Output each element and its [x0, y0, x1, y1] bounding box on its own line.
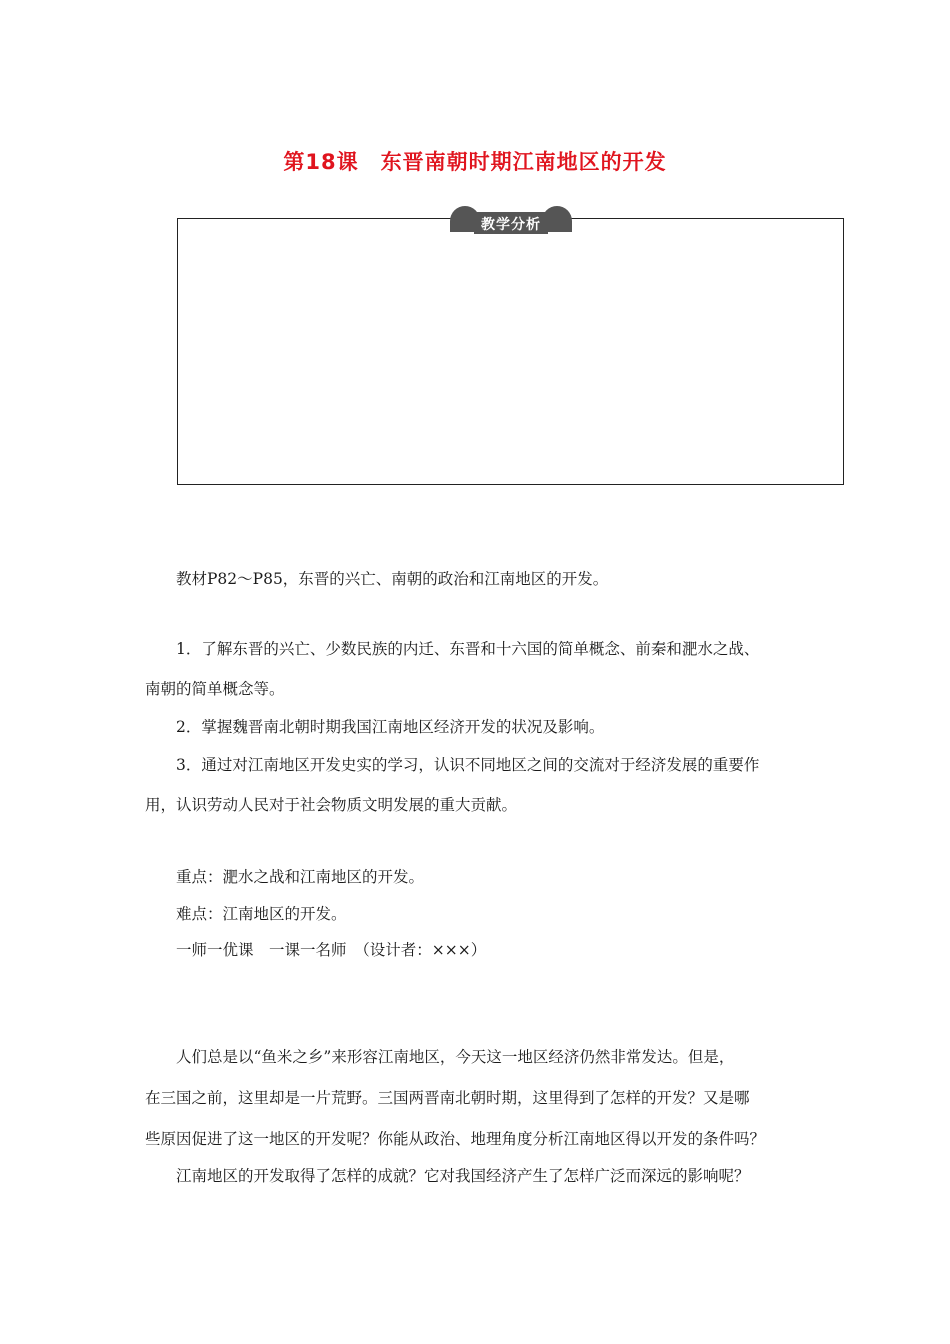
teaching-analysis-box [177, 218, 844, 485]
goal-2: 2．掌握魏晋南北朝时期我国江南地区经济开发的状况及影响。 [145, 718, 605, 736]
lesson-title: 第18课 东晋南朝时期江南地区的开发 [283, 150, 667, 174]
designer-line: 一师一优课 一课一名师 （设计者：×××） [145, 941, 487, 959]
intro-line-1: 人们总是以“鱼米之乡”来形容江南地区，今天这一地区经济仍然非常发达。但是， [145, 1048, 735, 1066]
difficult-point: 难点：江南地区的开发。 [145, 905, 347, 923]
teaching-analysis-label: 教学分析 [481, 217, 541, 233]
intro-line-2: 在三国之前，这里却是一片荒野。三国两晋南北朝时期，这里得到了怎样的开发？又是哪 [145, 1089, 750, 1107]
goal-1-line-2: 南朝的简单概念等。 [145, 680, 285, 698]
goal-3-line-2: 用，认识劳动人民对于社会物质文明发展的重大贡献。 [145, 796, 518, 814]
materials-paragraph: 教材P82～P85，东晋的兴亡、南朝的政治和江南地区的开发。 [145, 570, 609, 588]
goal-1-line-1: 1．了解东晋的兴亡、少数民族的内迁、东晋和十六国的简单概念、前秦和淝水之战、 [145, 640, 760, 658]
teaching-analysis-tab [448, 206, 574, 232]
goal-3-line-1: 3．通过对江南地区开发史实的学习，认识不同地区之间的交流对于经济发展的重要作 [145, 756, 760, 774]
intro-line-3: 些原因促进了这一地区的开发呢？你能从政治、地理角度分析江南地区得以开发的条件吗？ [145, 1130, 766, 1148]
key-point: 重点：淝水之战和江南地区的开发。 [145, 868, 425, 886]
intro-line-4: 江南地区的开发取得了怎样的成就？它对我国经济产生了怎样广泛而深远的影响呢？ [145, 1167, 750, 1185]
